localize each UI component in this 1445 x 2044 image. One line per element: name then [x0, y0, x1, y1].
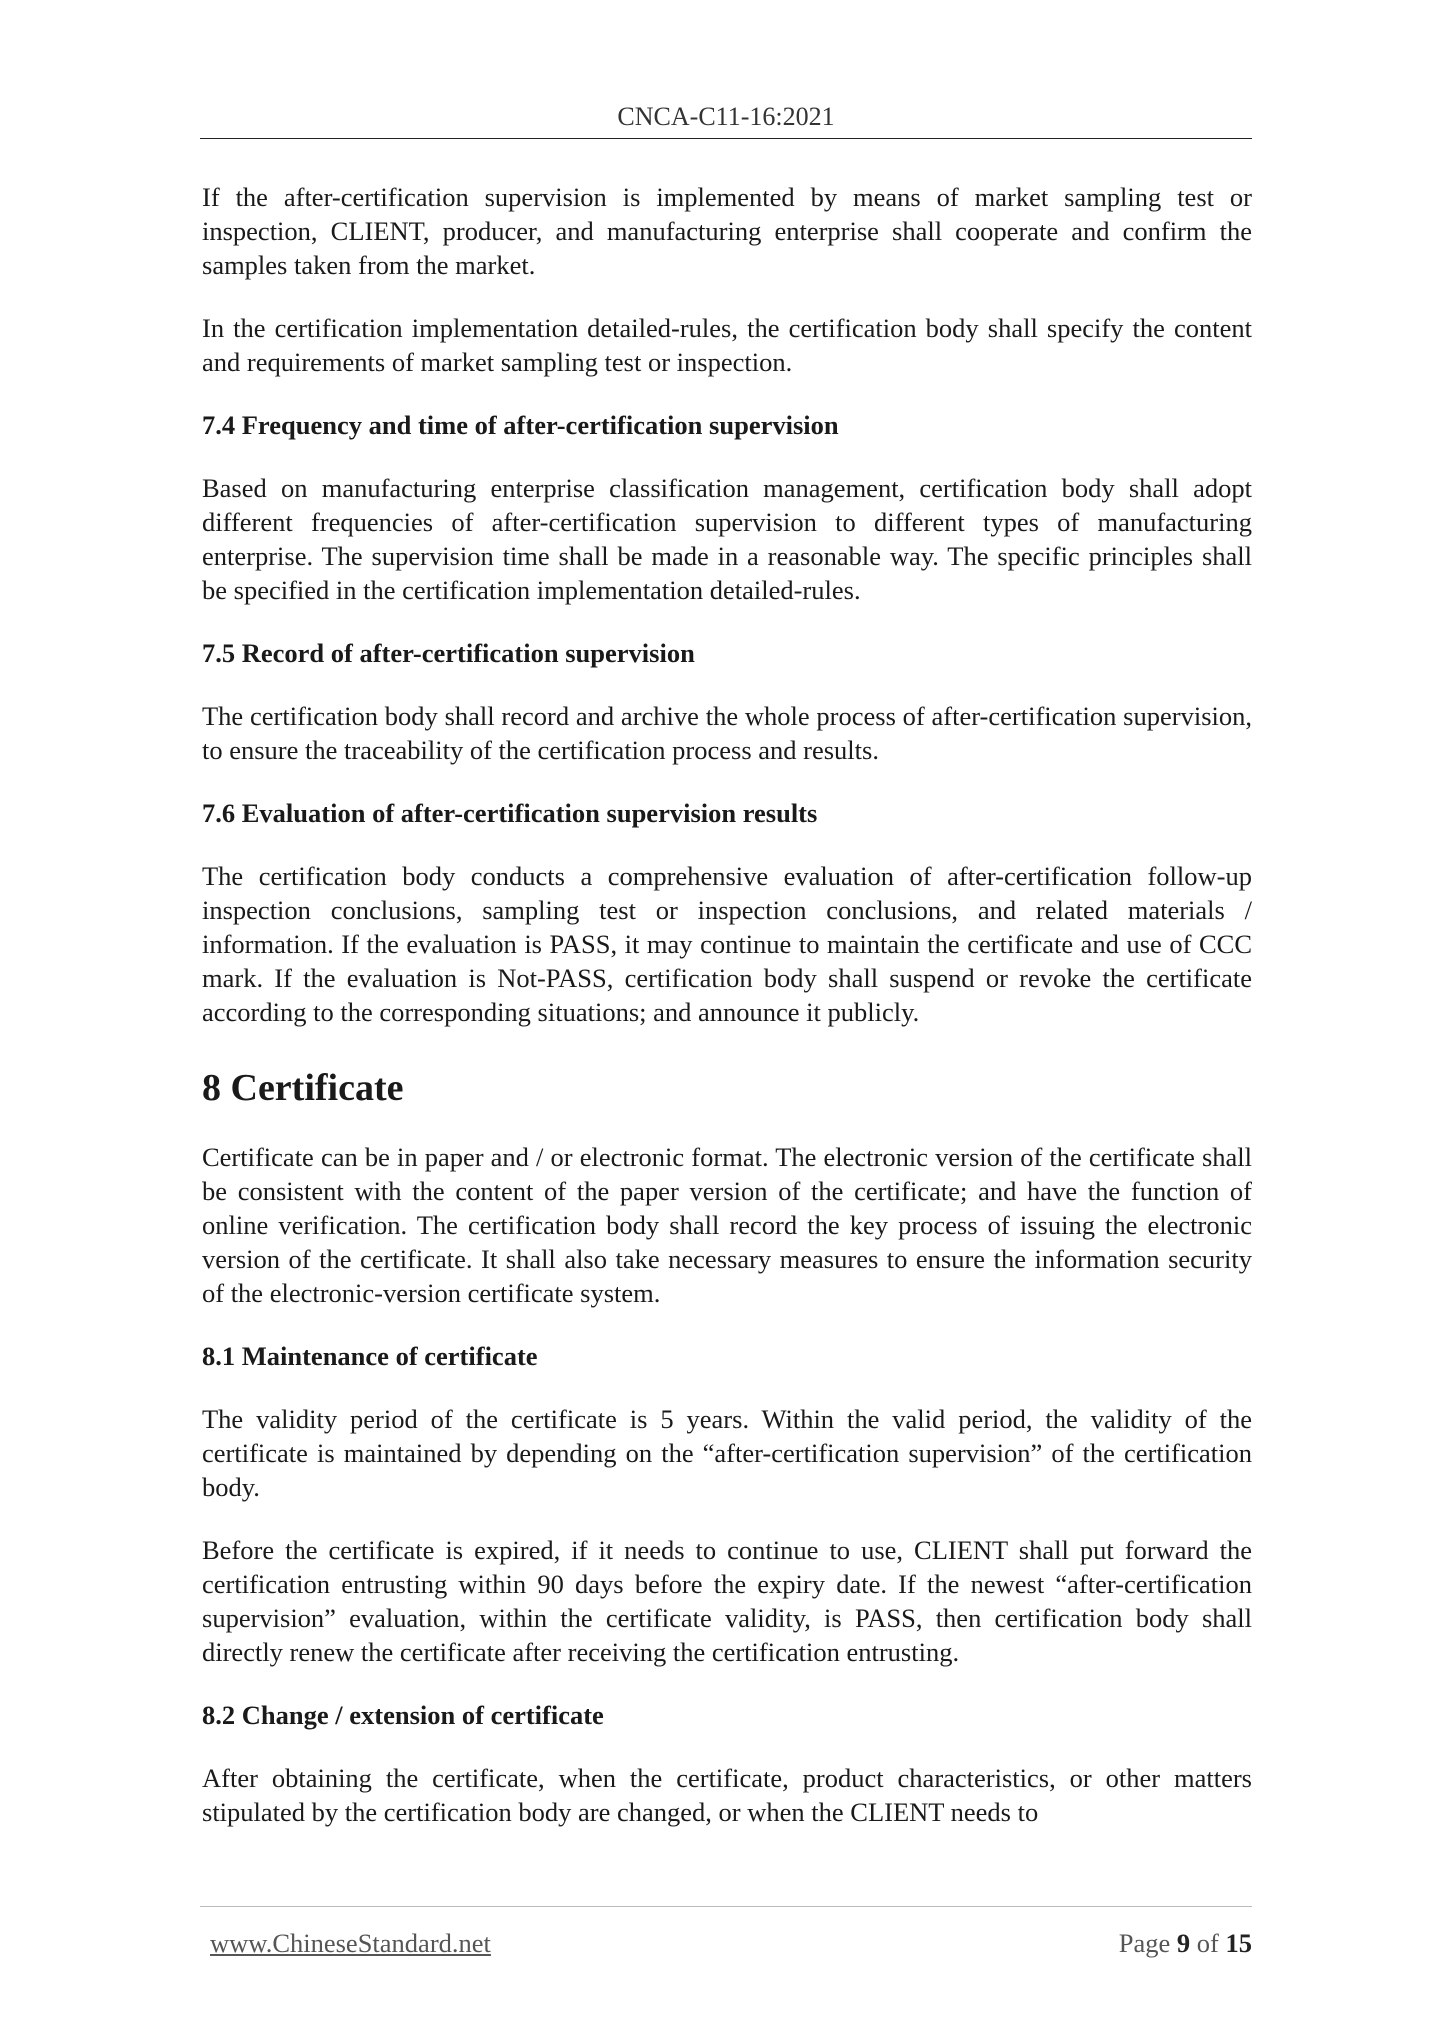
page-body — [202, 180, 1252, 1858]
page-label: Page — [1118, 1928, 1171, 1958]
section-heading-7-4: 7.4 Frequency and time of after-certification supervision — [202, 410, 839, 440]
paragraph: The certification body conducts a comprehensive evaluation of after-certification follow-up inspection conclusions, sampling test or inspection conclusions, and related materials / information. If the evaluation is PASS, it may continue to maintain the certificate and use of CCC mark. If the evaluation is Not-PASS, certification body shall suspend or revoke the certificate according to the corresponding situations; and announce it publicly. — [202, 861, 1252, 1027]
paragraph: Certificate can be in paper and / or electronic format. The electronic version of the certificate shall be consistent with the content of the paper version of the certificate; and have the function of online verification. The certification body shall record the key process of issuing the electronic version of the certificate. It shall also take necessary measures to ensure the information security of the electronic-version certificate system. — [202, 1142, 1252, 1308]
paragraph: In the certification implementation detailed-rules, the certification body shall specify the content and requirements of market sampling test or inspection. — [202, 313, 1252, 377]
paragraph: The validity period of the certificate is 5 years. Within the valid period, the validity of the certificate is maintained by depending on the “after-certification supervision” of the certification body. — [202, 1404, 1252, 1502]
paragraph: Before the certificate is expired, if it needs to continue to use, CLIENT shall put forward the certification entrusting within 90 days before the expiry date. If the newest “after-certification supervision” evaluation, within the certificate validity, is PASS, then certification body shall directly renew the certificate after receiving the certification entrusting. — [202, 1535, 1252, 1667]
paragraph: If the after-certification supervision is implemented by means of market sampling test or inspection, CLIENT, producer, and manufacturing enterprise shall cooperate and confirm the samples taken from the market. — [202, 182, 1252, 280]
current-page-number: 9 — [1176, 1928, 1191, 1958]
document-code: CNCA-C11-16:2021 — [617, 102, 835, 131]
paragraph: After obtaining the certificate, when the certificate, product characteristics, or other matters stipulated by the certification body are changed, or when the CLIENT needs to — [202, 1763, 1252, 1827]
footer-divider — [200, 1906, 1252, 1907]
total-pages-number: 15 — [1225, 1928, 1252, 1958]
page-indicator — [1119, 1928, 1252, 1959]
section-heading-8-2: 8.2 Change / extension of certificate — [202, 1700, 604, 1730]
page-header — [200, 98, 1252, 139]
section-heading-7-5: 7.5 Record of after-certification supervision — [202, 638, 695, 668]
section-heading-8-1: 8.1 Maintenance of certificate — [202, 1341, 538, 1371]
section-heading-7-6: 7.6 Evaluation of after-certification supervision results — [202, 798, 818, 828]
paragraph: Based on manufacturing enterprise classification management, certification body shall adopt different frequencies of after-certification supervision to different types of manufacturing enterprise. The supervision time shall be made in a reasonable way. The specific principles shall be specified in the certification implementation detailed-rules. — [202, 473, 1252, 605]
paragraph: The certification body shall record and archive the whole process of after-certification supervision, to ensure the traceability of the certification process and results. — [202, 701, 1252, 765]
website-link[interactable]: www.ChineseStandard.net — [210, 1928, 491, 1958]
page-of-label: of — [1196, 1928, 1219, 1958]
chapter-heading-8: 8 Certificate — [202, 1067, 404, 1109]
